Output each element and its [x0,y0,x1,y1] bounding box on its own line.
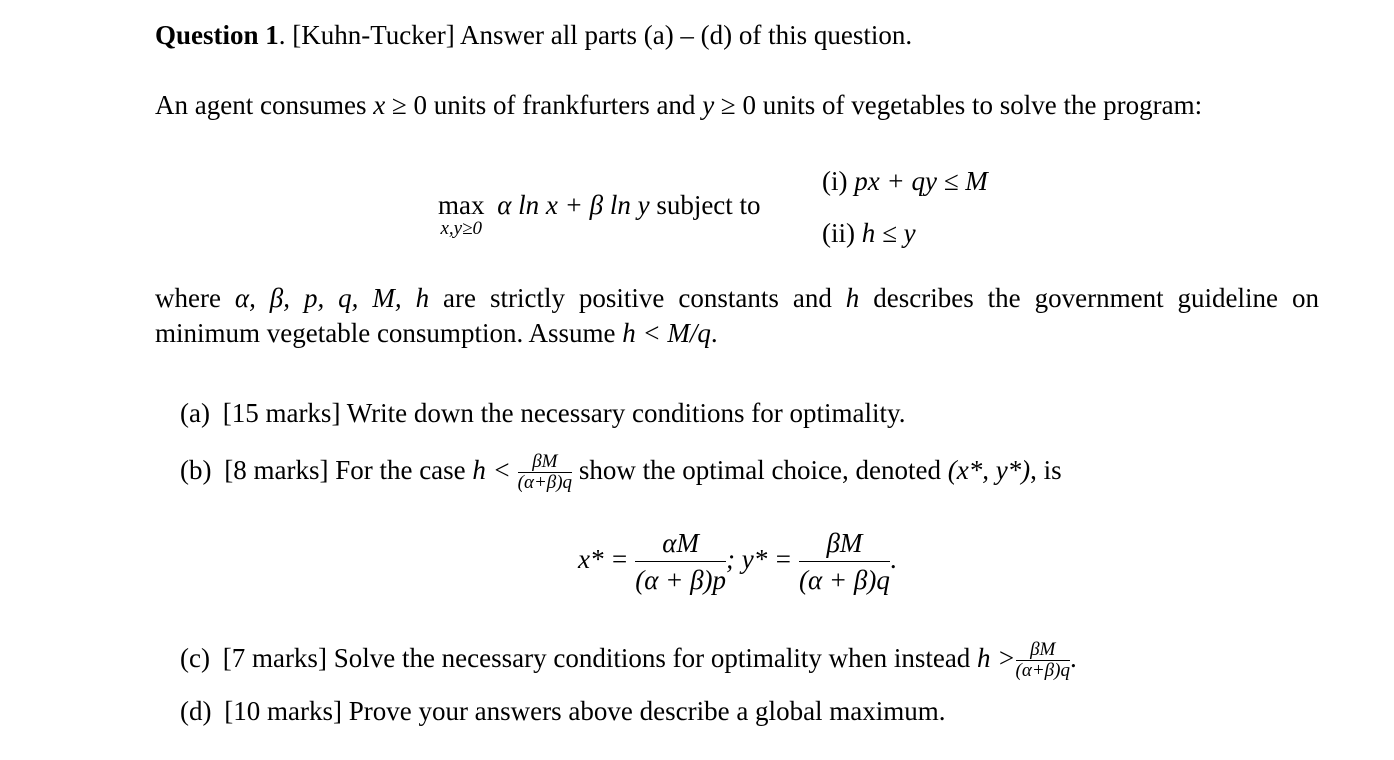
y-star-fraction [799,525,890,598]
part-b-frac-num: βM [518,452,572,473]
part-c [180,634,1077,682]
constraint-2-expr: h ≤ y [861,218,916,248]
intro-text-1: An agent consumes [155,90,374,120]
part-b-label: (b) [180,455,212,485]
part-d-text: Prove your answers above describe a global maximum. [348,696,946,726]
part-b-frac-den: (α+β)q [517,472,573,494]
question-title-rest: . [Kuhn-Tucker] Answer all parts (a) – (d) of this question. [278,20,913,50]
constraint-2-label: (ii) [822,218,855,248]
part-b-fraction [518,452,572,493]
where-line-1 [155,283,1319,314]
intro-text-2: units of frankfurters and [427,90,703,120]
part-a-label: (a) [180,398,210,428]
part-c-frac-den: (α+β)q [1015,660,1070,682]
geq-zero-y: ≥ 0 [714,90,756,120]
part-c-condition: h > [977,643,1016,673]
y-star-lhs: y* = [741,544,793,574]
assumption-expr: h < M/q [622,318,711,348]
constraint-1 [822,166,988,197]
max-subscript: x,y≥0 [440,218,483,239]
intro-text-3: units of vegetables to solve the program: [756,90,1203,120]
part-b-text-pre: For the case [335,455,473,485]
part-c-frac-num: βM [1016,640,1070,661]
var-y: y [702,90,715,120]
part-c-text: Solve the necessary conditions for optimality when instead [333,643,978,673]
constraint-1-label: (i) [822,166,848,196]
objective-function: α ln x + β ln y [497,190,650,220]
part-b-condition: h < [472,455,511,485]
part-a-text: Write down the necessary conditions for optimality. [346,398,906,428]
part-c-label: (c) [180,643,210,673]
part-b-text-post: show the optimal choice, denoted [578,455,948,485]
part-b-marks: [8 marks] [224,455,329,485]
part-c-fraction [1016,640,1070,681]
part-b [180,446,1062,494]
part-d [180,696,946,727]
where-text-3: describes the government guideline on [859,283,1319,313]
part-d-marks: [10 marks] [224,696,342,726]
x-star-den: (α + β)p [635,565,727,596]
where-text-1: where [155,283,235,313]
part-d-label: (d) [180,696,212,726]
where-line-2 [155,318,718,349]
part-c-end: . [1069,643,1077,673]
part-b-solution [578,522,897,598]
constants-list: α, β, p, q, M, h [234,283,430,313]
where-text-2: are strictly positive constants and [429,283,846,313]
x-star-num: αM [635,525,726,562]
max-label: max [438,190,485,220]
max-operator [438,190,485,237]
geq-zero-x: ≥ 0 [385,90,428,120]
var-h: h [845,283,860,313]
y-star-num: βM [799,525,890,562]
subject-to-label: subject to [656,190,761,220]
var-x: x [373,90,386,120]
x-star-lhs: x* = [578,544,629,574]
x-star-fraction [635,525,726,598]
part-b-text-end: , is [1030,455,1062,485]
question-title: Question 1 [155,20,279,50]
where-text-5: . [710,318,718,348]
constraint-2 [822,218,916,249]
part-a [180,398,905,429]
program-objective [438,190,761,237]
solution-separator: ; [726,544,742,574]
question-heading [155,20,912,51]
where-text-4: minimum vegetable consumption. Assume [155,318,623,348]
y-star-den: (α + β)q [799,565,890,596]
solution-end: . [889,544,897,574]
constraint-1-expr: px + qy ≤ M [854,166,988,196]
intro-paragraph [155,90,1202,121]
part-c-marks: [7 marks] [222,643,327,673]
part-a-marks: [15 marks] [222,398,341,428]
optimal-pair: (x*, y*) [947,455,1031,485]
